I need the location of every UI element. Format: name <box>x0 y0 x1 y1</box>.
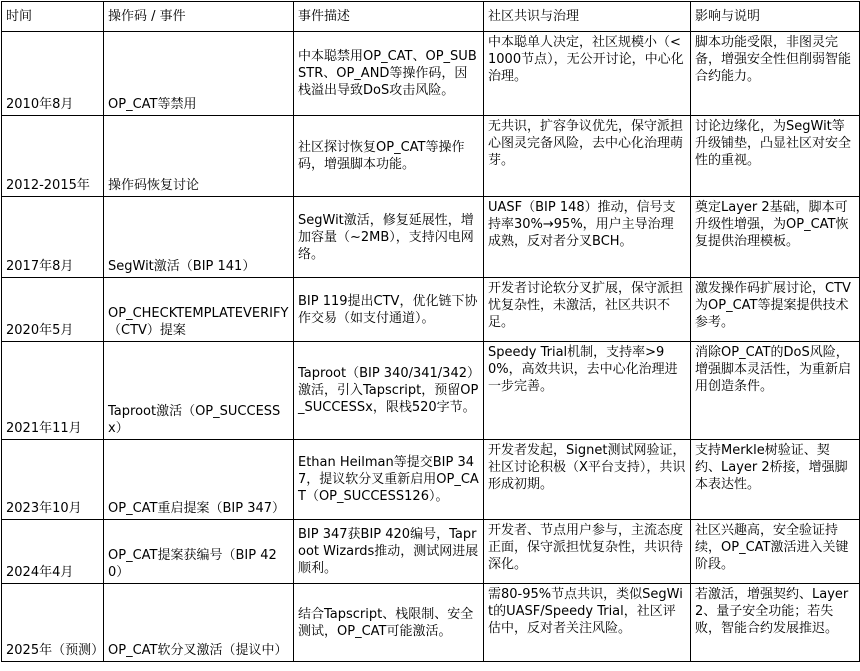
table-row <box>2 116 860 197</box>
cell-time: 2017年8月 <box>2 197 104 278</box>
cell-impact: 消除OP_CAT的DoS风险，增强脚本灵活性，为重新启用创造条件。 <box>691 342 860 440</box>
cell-opcode-event: OP_CHECKTEMPLATEVERIFY（CTV）提案 <box>104 278 294 342</box>
cell-description: Ethan Heilman等提交BIP 347，提议软分叉重新启用OP_CAT（OP_SUCCESS126）。 <box>294 440 484 520</box>
cell-description: Taproot（BIP 340/341/342）激活，引入Tapscript，预留OP_SUCCESSx，限栈520字节。 <box>294 342 484 440</box>
cell-consensus: 无共识，扩容争议优先，保守派担心图灵完备风险，去中心化治理萌芽。 <box>484 116 691 197</box>
cell-time: 2021年11月 <box>2 342 104 440</box>
cell-impact: 讨论边缘化，为SegWit等升级铺垫，凸显社区对安全性的重视。 <box>691 116 860 197</box>
cell-impact: 社区兴趣高，安全验证持续，OP_CAT激活进入关键阶段。 <box>691 520 860 584</box>
table-row <box>2 32 860 116</box>
header-impact: 影响与说明 <box>691 2 860 32</box>
header-event-description: 事件描述 <box>294 2 484 32</box>
table-row <box>2 520 860 584</box>
cell-opcode-event: OP_CAT软分叉激活（提议中） <box>104 584 294 662</box>
cell-description: 社区探讨恢复OP_CAT等操作码，增强脚本功能。 <box>294 116 484 197</box>
cell-consensus: 开发者发起，Signet测试网验证，社区讨论积极（X平台支持），共识形成初期。 <box>484 440 691 520</box>
cell-opcode-event: SegWit激活（BIP 141） <box>104 197 294 278</box>
cell-time: 2012-2015年 <box>2 116 104 197</box>
cell-impact: 若激活，增强契约、Layer 2、量子安全功能；若失败，智能合约发展推迟。 <box>691 584 860 662</box>
cell-consensus: 需80-95%节点共识，类似SegWit的UASF/Speedy Trial，社区评估中，反对者关注风险。 <box>484 584 691 662</box>
cell-consensus: 中本聪单人决定，社区规模小（<1000节点），无公开讨论，中心化治理。 <box>484 32 691 116</box>
cell-description: SegWit激活，修复延展性，增加容量（~2MB），支持闪电网络。 <box>294 197 484 278</box>
table-row <box>2 197 860 278</box>
cell-opcode-event: Taproot激活（OP_SUCCESSx） <box>104 342 294 440</box>
cell-impact: 脚本功能受限，非图灵完备，增强安全性但削弱智能合约能力。 <box>691 32 860 116</box>
history-table <box>1 1 860 662</box>
cell-description: 结合Tapscript、栈限制、安全测试，OP_CAT可能激活。 <box>294 584 484 662</box>
cell-description: BIP 347获BIP 420编号，Taproot Wizards推动，测试网进展顺利。 <box>294 520 484 584</box>
cell-consensus: 开发者讨论软分叉扩展，保守派担忧复杂性，未激活，社区共识不足。 <box>484 278 691 342</box>
cell-opcode-event: OP_CAT重启提案（BIP 347） <box>104 440 294 520</box>
cell-consensus: 开发者、节点用户参与，主流态度正面，保守派担忧复杂性，共识待深化。 <box>484 520 691 584</box>
cell-opcode-event: OP_CAT提案获编号（BIP 420） <box>104 520 294 584</box>
cell-impact: 激发操作码扩展讨论，CTV为OP_CAT等提案提供技术参考。 <box>691 278 860 342</box>
cell-time: 2024年4月 <box>2 520 104 584</box>
cell-opcode-event: OP_CAT等禁用 <box>104 32 294 116</box>
table-row <box>2 440 860 520</box>
cell-opcode-event: 操作码恢复讨论 <box>104 116 294 197</box>
table-header-row <box>2 2 860 32</box>
cell-time: 2010年8月 <box>2 32 104 116</box>
table-row <box>2 278 860 342</box>
cell-time: 2020年5月 <box>2 278 104 342</box>
header-time: 时间 <box>2 2 104 32</box>
cell-impact: 奠定Layer 2基础，脚本可升级性增强，为OP_CAT恢复提供治理模板。 <box>691 197 860 278</box>
header-opcode-event: 操作码 / 事件 <box>104 2 294 32</box>
cell-impact: 支持Merkle树验证、契约、Layer 2桥接，增强脚本表达性。 <box>691 440 860 520</box>
cell-description: 中本聪禁用OP_CAT、OP_SUBSTR、OP_AND等操作码，因栈溢出导致DoS攻击风险。 <box>294 32 484 116</box>
cell-time: 2023年10月 <box>2 440 104 520</box>
cell-description: BIP 119提出CTV，优化链下协作交易（如支付通道）。 <box>294 278 484 342</box>
table-row <box>2 342 860 440</box>
cell-time: 2025年（预测） <box>2 584 104 662</box>
cell-consensus: UASF（BIP 148）推动，信号支持率30%→95%，用户主导治理成熟，反对者分叉BCH。 <box>484 197 691 278</box>
cell-consensus: Speedy Trial机制，支持率>90%，高效共识，去中心化治理进一步完善。 <box>484 342 691 440</box>
header-consensus-governance: 社区共识与治理 <box>484 2 691 32</box>
table-row <box>2 584 860 662</box>
